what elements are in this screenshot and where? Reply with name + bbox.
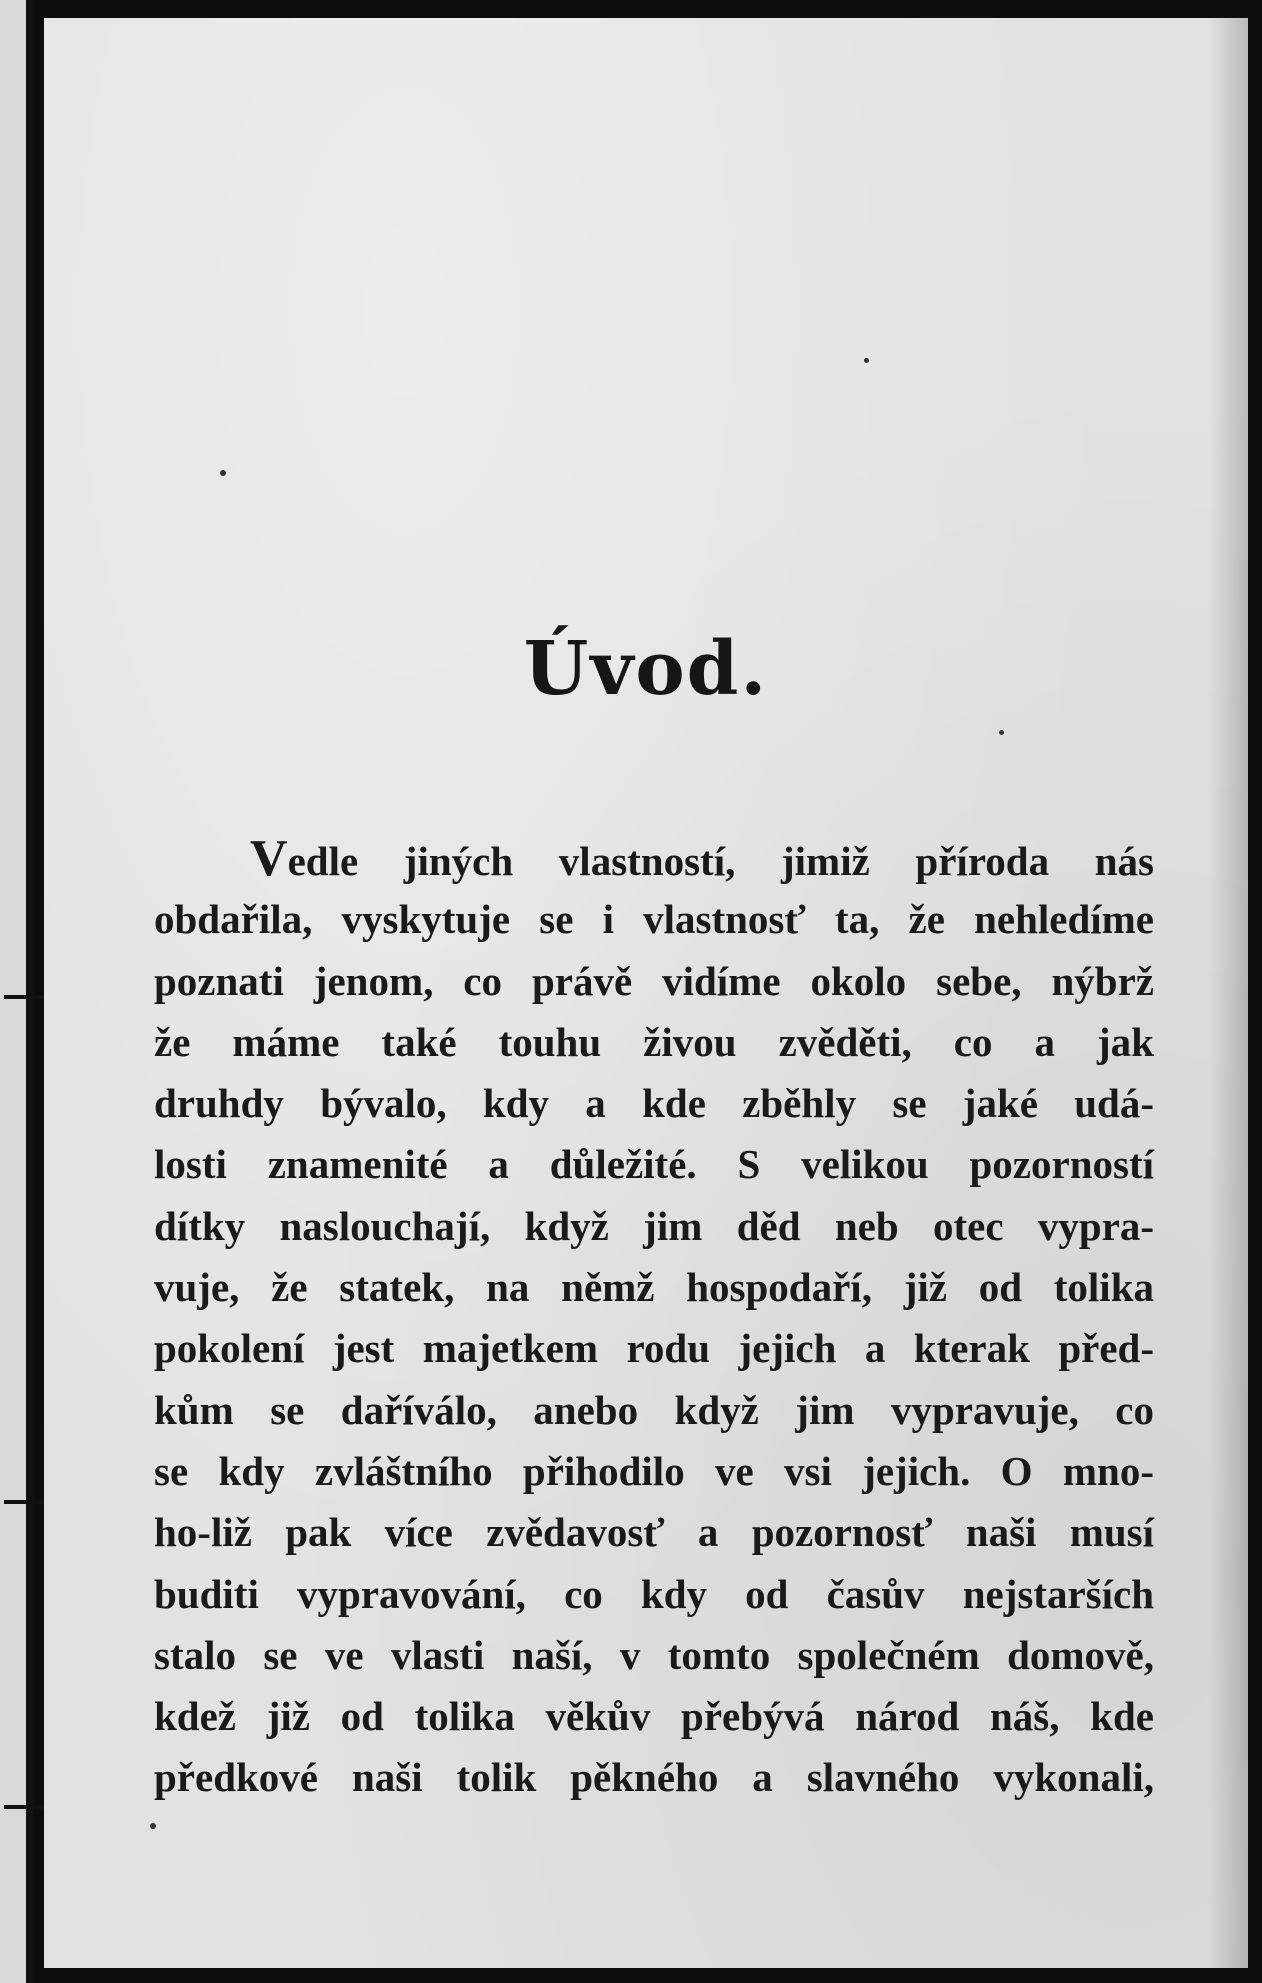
print-speck: [220, 470, 226, 476]
text-line: ho-liž pak více zvědavosť a pozornosť naši musí: [154, 1509, 1154, 1556]
print-speck: [864, 358, 869, 363]
print-speck: [999, 730, 1004, 735]
paper-page: [44, 18, 1248, 1968]
chapter-title: Úvod.: [523, 626, 769, 712]
text-line: Vedle jiných vlastností, jimiž příroda nás: [250, 830, 1154, 887]
initial-letter: V: [250, 830, 288, 887]
chapter-paragraph: [154, 828, 1154, 1809]
binding-margin: [0, 0, 26, 1983]
text-line: losti znamenité a důležité. S velikou pozorností: [154, 1141, 1154, 1188]
text-line: stalo se ve vlasti naší, v tomto společném domově,: [154, 1631, 1154, 1678]
text-line: druhdy bývalo, kdy a kde zběhly se jaké udá-: [154, 1080, 1154, 1127]
text-line: poznati jenom, co právě vidíme okolo sebe, nýbrž: [154, 957, 1154, 1004]
binding-mark: [4, 995, 44, 999]
page-edge-shadow: [1208, 18, 1248, 1968]
text-line: předkové naši tolik pěkného a slavného vykonali,: [154, 1754, 1154, 1801]
text-line: kům se daříválo, anebo když jim vypravuje, co: [154, 1386, 1154, 1433]
text-line: kdež již od tolika věkův přebývá národ náš, kde: [154, 1693, 1154, 1740]
binding-edge-line: [26, 0, 34, 1983]
text-line: buditi vypravování, co kdy od časův nejstarších: [154, 1570, 1154, 1617]
print-speck: [150, 1823, 156, 1829]
binding-mark: [4, 1805, 44, 1809]
text-line: se kdy zvláštního přihodilo ve vsi jejich. O mno-: [154, 1447, 1154, 1494]
text-line: dítky naslouchají, když jim děd neb otec vypra-: [154, 1202, 1154, 1249]
text-line: pokolení jest majetkem rodu jejich a kterak před-: [154, 1325, 1154, 1372]
text-line: vuje, že statek, na němž hospodaří, již od tolika: [154, 1264, 1154, 1311]
text-line: obdařila, vyskytuje se i vlastnosť ta, že nehledíme: [154, 896, 1154, 943]
binding-mark: [4, 1500, 48, 1504]
text-line: že máme také touhu živou zvěděti, co a jak: [154, 1018, 1154, 1065]
